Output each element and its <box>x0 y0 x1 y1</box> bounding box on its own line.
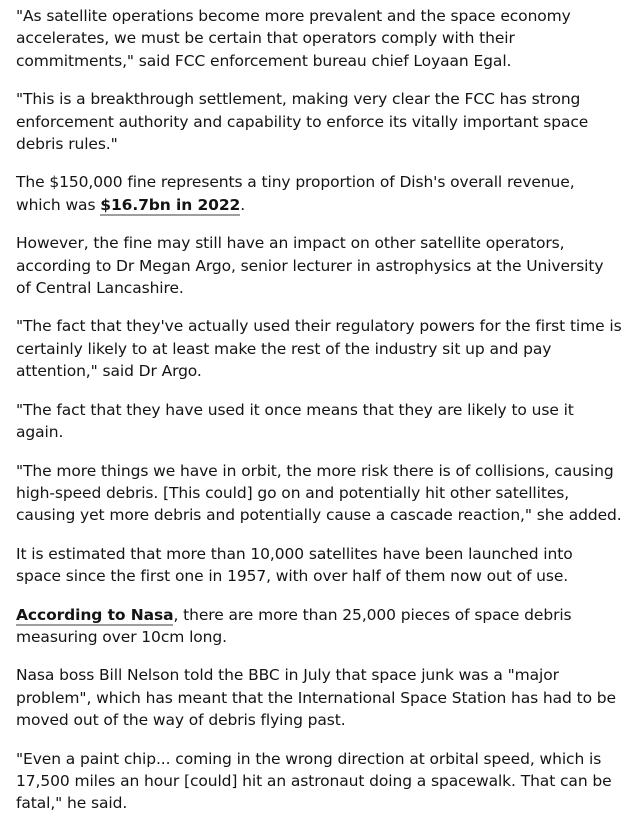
paragraph-fine-text: The $150,000 fine represents a tiny proportion of Dish's overall revenue, which was <box>16 173 575 214</box>
paragraph-fine-revenue <box>16 171 622 216</box>
paragraph-nelson-quote: "Even a paint chip... coming in the wrong direction at orbital speed, which is 17,500 miles an hour [could] hit an astronaut doing a spacewalk. That can be fatal," he said. <box>16 749 612 813</box>
nasa-link[interactable]: According to Nasa <box>16 605 174 624</box>
paragraph-fine-end: . <box>240 195 246 214</box>
revenue-link[interactable]: $16.7bn in 2022 <box>100 195 241 214</box>
paragraph-argo-intro: However, the fine may still have an impact on other satellite operators, according to Dr Megan Argo, senior lecturer in astrophysics at the University of Central Lancashire. <box>16 234 604 298</box>
paragraph-argo-quote-1: "The fact that they've actually used their regulatory powers for the first time is certainly likely to at least make the rest of the industry sit up and pay attention," said Dr Argo. <box>16 317 622 381</box>
paragraph-nasa-text: , there are more than 25,000 pieces of space debris measuring over 10cm long. <box>16 605 572 646</box>
paragraph-settlement-quote: "This is a breakthrough settlement, making very clear the FCC has strong enforcement authority and capability to enforce its vitally important space debris rules." <box>16 90 589 154</box>
paragraph-argo-quote-2: "The fact that they have used it once means that they are likely to use it again. <box>16 400 574 442</box>
paragraph-argo-quote-3: "The more things we have in orbit, the more risk there is of collisions, causing high-speed debris. [This could] go on and potentially hit other satellites, causing yet more debris and potentially cause a cascade reaction," she added. <box>16 461 622 525</box>
paragraph-egal-quote: "As satellite operations become more prevalent and the space economy accelerates, we must be certain that operators comply with their commitments," said FCC enforcement bureau chief Loyaan Egal. <box>16 7 571 70</box>
paragraph-nelson: Nasa boss Bill Nelson told the BBC in July that space junk was a "major problem", which has meant that the International Space Station has had to be moved out of the way of debris flying past. <box>16 666 616 730</box>
paragraph-nasa-debris <box>16 604 622 649</box>
paragraph-satellite-stats: It is estimated that more than 10,000 satellites have been launched into space since the first one in 1957, with over half of them now out of use. <box>16 544 573 586</box>
